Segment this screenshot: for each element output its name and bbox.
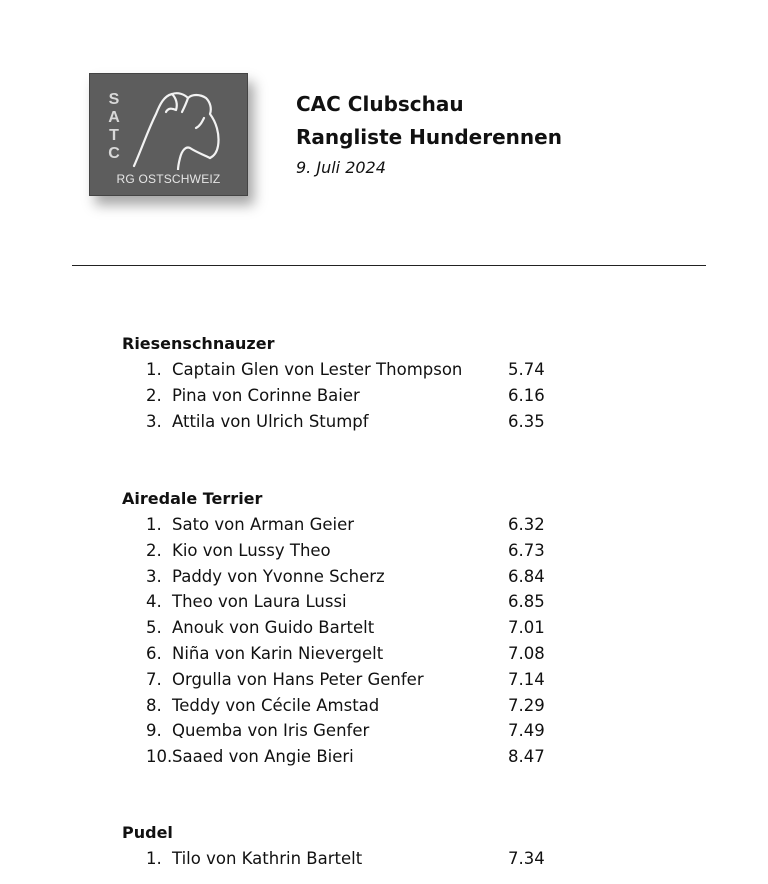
rank: 3. <box>146 566 162 586</box>
ranking-row <box>122 744 562 770</box>
rank: 9. <box>146 721 162 741</box>
ranking-row <box>122 589 562 615</box>
race-time: 7.01 <box>508 618 545 638</box>
rank: 1. <box>146 515 162 534</box>
breed-section-pudel <box>122 820 562 872</box>
race-time: 7.29 <box>508 695 545 715</box>
rank: 6. <box>146 643 162 663</box>
dog-owner: Teddy von Cécile Amstad <box>172 695 380 715</box>
logo-letter: S <box>108 91 120 108</box>
race-time: 6.16 <box>508 385 545 405</box>
breed-title: Pudel <box>122 823 173 842</box>
logo-letter: A <box>108 109 120 126</box>
ranking-row <box>122 846 562 872</box>
dog-owner: Captain Glen von Lester Thompson <box>172 360 463 379</box>
breed-title: Airedale Terrier <box>122 489 263 508</box>
dog-owner: Tilo von Kathrin Bartelt <box>172 849 363 868</box>
rank: 4. <box>146 592 162 612</box>
race-time: 6.85 <box>508 592 545 612</box>
header-divider <box>72 265 706 266</box>
race-time: 8.47 <box>508 747 545 767</box>
dog-owner: Pina von Corinne Baier <box>172 385 360 405</box>
dog-owner: Quemba von Iris Genfer <box>172 721 370 741</box>
race-time: 7.34 <box>508 849 545 868</box>
race-time: 6.84 <box>508 566 545 586</box>
rank: 1. <box>146 360 162 379</box>
breed-title: Riesenschnauzer <box>122 334 275 353</box>
rank: 2. <box>146 385 162 405</box>
ranking-row <box>122 667 562 693</box>
dog-owner: Saaed von Angie Bieri <box>172 747 354 767</box>
race-time: 6.73 <box>508 540 545 560</box>
ranking-row <box>122 357 562 383</box>
page-subtitle: Rangliste Hunderennen <box>296 125 562 149</box>
ranking-row <box>122 564 562 590</box>
rank: 2. <box>146 540 162 560</box>
dog-owner: Paddy von Yvonne Scherz <box>172 566 385 586</box>
race-time: 7.08 <box>508 643 545 663</box>
race-time: 6.32 <box>508 515 545 534</box>
ranking-row <box>122 693 562 719</box>
terrier-head-icon <box>130 88 225 170</box>
race-time: 5.74 <box>508 360 545 379</box>
rank: 7. <box>146 669 162 689</box>
ranking-row <box>122 615 562 641</box>
dog-owner: Orgulla von Hans Peter Genfer <box>172 669 424 689</box>
dog-owner: Anouk von Guido Bartelt <box>172 618 375 638</box>
rank: 5. <box>146 618 162 638</box>
race-time: 7.49 <box>508 721 545 741</box>
rank: 8. <box>146 695 162 715</box>
logo-letter: C <box>108 145 120 162</box>
ranking-row <box>122 538 562 564</box>
logo-region-text: RG OSTSCHWEIZ <box>116 172 221 186</box>
dog-owner: Attila von Ulrich Stumpf <box>172 411 369 431</box>
page-title: CAC Clubschau <box>296 92 464 116</box>
dog-owner: Niña von Karin Nievergelt <box>172 643 384 663</box>
ranking-row <box>122 383 562 409</box>
ranking-row <box>122 641 562 667</box>
breed-section-airedale-terrier <box>122 486 562 770</box>
dog-owner: Kio von Lussy Theo <box>172 540 331 560</box>
logo-letter: T <box>109 127 119 144</box>
race-time: 7.14 <box>508 669 545 689</box>
breed-section-riesenschnauzer <box>122 331 562 434</box>
race-time: 6.35 <box>508 411 545 431</box>
rank: 10. <box>146 747 173 767</box>
rank: 1. <box>146 849 162 868</box>
dog-owner: Theo von Laura Lussi <box>172 592 347 612</box>
ranking-row <box>122 512 562 538</box>
rank: 3. <box>146 411 162 431</box>
event-date: 9. Juli 2024 <box>296 158 386 177</box>
club-logo <box>89 73 248 196</box>
dog-owner: Sato von Arman Geier <box>172 515 355 534</box>
ranking-row <box>122 718 562 744</box>
ranking-row <box>122 409 562 435</box>
